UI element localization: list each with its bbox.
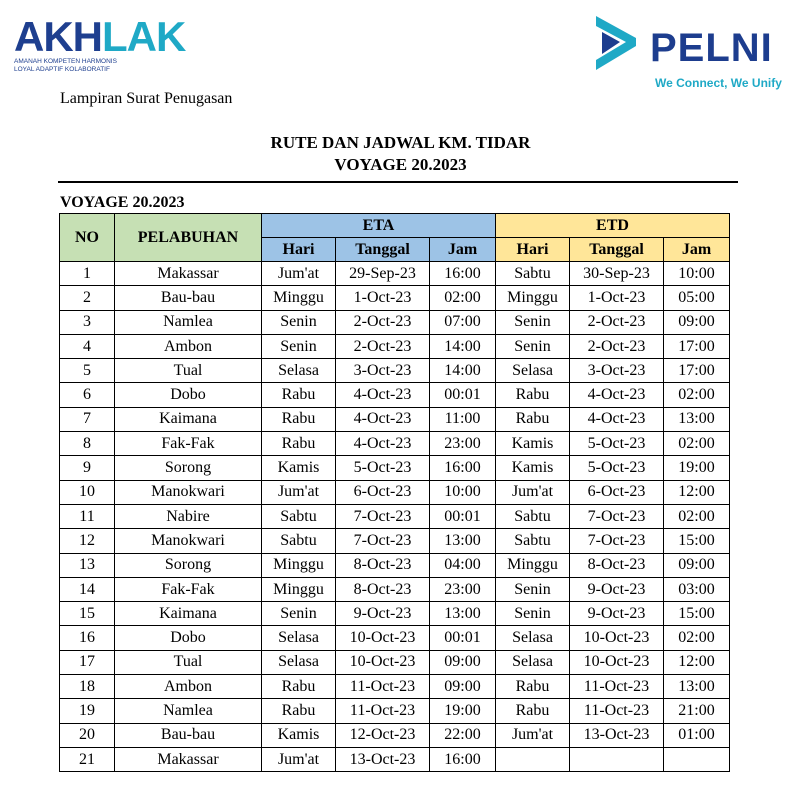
- pelni-logo: [592, 14, 792, 90]
- cell-eta-day: Kamis: [262, 723, 336, 747]
- cell-eta-time: 23:00: [430, 432, 496, 456]
- table-row: [60, 553, 730, 577]
- cell-eta-time: 10:00: [430, 480, 496, 504]
- cell-etd-date: 11-Oct-23: [570, 699, 664, 723]
- cell-port: Makassar: [115, 262, 262, 286]
- cell-no: 3: [60, 310, 115, 334]
- cell-etd-time: 12:00: [664, 650, 730, 674]
- table-row: [60, 432, 730, 456]
- cell-etd-date: 4-Oct-23: [570, 383, 664, 407]
- cell-eta-day: Rabu: [262, 432, 336, 456]
- cell-eta-time: 09:00: [430, 675, 496, 699]
- cell-etd-day: Senin: [496, 602, 570, 626]
- cell-eta-date: 7-Oct-23: [336, 529, 430, 553]
- cell-etd-date: 11-Oct-23: [570, 675, 664, 699]
- cell-eta-day: Jum'at: [262, 480, 336, 504]
- cell-eta-day: Selasa: [262, 359, 336, 383]
- cell-eta-date: 29-Sep-23: [336, 262, 430, 286]
- cell-port: Tual: [115, 650, 262, 674]
- cell-port: Namlea: [115, 310, 262, 334]
- cell-etd-day: Selasa: [496, 626, 570, 650]
- cell-etd-day: Jum'at: [496, 723, 570, 747]
- cell-etd-day: [496, 747, 570, 771]
- header-port: PELABUHAN: [115, 214, 262, 262]
- cell-etd-day: Minggu: [496, 553, 570, 577]
- table-row: [60, 626, 730, 650]
- table-row: [60, 504, 730, 528]
- cell-eta-time: 14:00: [430, 359, 496, 383]
- table-row: [60, 456, 730, 480]
- cell-etd-date: 8-Oct-23: [570, 553, 664, 577]
- header-eta-day: Hari: [262, 238, 336, 262]
- cell-eta-date: 2-Oct-23: [336, 334, 430, 358]
- cell-eta-day: Selasa: [262, 626, 336, 650]
- cell-etd-date: 6-Oct-23: [570, 480, 664, 504]
- header-etd-day: Hari: [496, 238, 570, 262]
- cell-etd-time: 10:00: [664, 262, 730, 286]
- cell-eta-time: 19:00: [430, 699, 496, 723]
- cell-eta-day: Minggu: [262, 577, 336, 601]
- pelni-emblem-icon: [592, 14, 644, 72]
- cell-eta-time: 00:01: [430, 626, 496, 650]
- table-row: [60, 723, 730, 747]
- cell-etd-date: 10-Oct-23: [570, 626, 664, 650]
- akhlak-tagline-1: AMANAH KOMPETEN HARMONIS: [14, 58, 117, 65]
- cell-no: 18: [60, 675, 115, 699]
- cell-no: 4: [60, 334, 115, 358]
- cell-etd-time: 03:00: [664, 577, 730, 601]
- cell-eta-date: 8-Oct-23: [336, 577, 430, 601]
- cell-etd-date: 2-Oct-23: [570, 334, 664, 358]
- table-row: [60, 286, 730, 310]
- cell-etd-date: 5-Oct-23: [570, 456, 664, 480]
- cell-no: 6: [60, 383, 115, 407]
- header-etd-date: Tanggal: [570, 238, 664, 262]
- cell-eta-date: 4-Oct-23: [336, 407, 430, 431]
- cell-port: Ambon: [115, 334, 262, 358]
- cell-port: Makassar: [115, 747, 262, 771]
- cell-etd-time: 12:00: [664, 480, 730, 504]
- table-row: [60, 529, 730, 553]
- cell-eta-date: 4-Oct-23: [336, 383, 430, 407]
- cell-eta-day: Rabu: [262, 407, 336, 431]
- cell-eta-date: 9-Oct-23: [336, 602, 430, 626]
- cell-eta-time: 00:01: [430, 504, 496, 528]
- header-no: NO: [60, 214, 115, 262]
- cell-etd-time: [664, 747, 730, 771]
- cell-eta-day: Senin: [262, 602, 336, 626]
- table-row: [60, 334, 730, 358]
- cell-etd-day: Selasa: [496, 359, 570, 383]
- cell-etd-date: [570, 747, 664, 771]
- cell-etd-day: Rabu: [496, 675, 570, 699]
- cell-etd-day: Sabtu: [496, 529, 570, 553]
- cell-etd-time: 02:00: [664, 383, 730, 407]
- cell-eta-date: 12-Oct-23: [336, 723, 430, 747]
- cell-etd-day: Sabtu: [496, 504, 570, 528]
- cell-port: Manokwari: [115, 529, 262, 553]
- cell-etd-date: 9-Oct-23: [570, 602, 664, 626]
- cell-no: 14: [60, 577, 115, 601]
- cell-eta-day: Rabu: [262, 383, 336, 407]
- cell-eta-time: 23:00: [430, 577, 496, 601]
- cell-eta-day: Sabtu: [262, 529, 336, 553]
- schedule-table: [59, 213, 730, 772]
- cell-port: Nabire: [115, 504, 262, 528]
- cell-eta-date: 11-Oct-23: [336, 675, 430, 699]
- attachment-label: Lampiran Surat Penugasan: [60, 90, 233, 107]
- cell-port: Namlea: [115, 699, 262, 723]
- cell-no: 10: [60, 480, 115, 504]
- cell-no: 20: [60, 723, 115, 747]
- cell-port: Bau-bau: [115, 286, 262, 310]
- cell-eta-time: 16:00: [430, 262, 496, 286]
- cell-eta-date: 10-Oct-23: [336, 650, 430, 674]
- akhlak-logo: [14, 13, 186, 86]
- cell-port: Bau-bau: [115, 723, 262, 747]
- cell-etd-date: 4-Oct-23: [570, 407, 664, 431]
- cell-eta-time: 11:00: [430, 407, 496, 431]
- header-eta-time: Jam: [430, 238, 496, 262]
- cell-no: 11: [60, 504, 115, 528]
- table-row: [60, 577, 730, 601]
- cell-etd-day: Rabu: [496, 383, 570, 407]
- cell-eta-time: 22:00: [430, 723, 496, 747]
- cell-eta-day: Minggu: [262, 286, 336, 310]
- document-subtitle: VOYAGE 20.2023: [334, 155, 467, 174]
- table-row: [60, 747, 730, 771]
- title-divider: [58, 181, 738, 183]
- voyage-label: VOYAGE 20.2023: [60, 194, 185, 211]
- cell-eta-time: 13:00: [430, 602, 496, 626]
- cell-etd-date: 5-Oct-23: [570, 432, 664, 456]
- cell-eta-date: 5-Oct-23: [336, 456, 430, 480]
- table-row: [60, 407, 730, 431]
- cell-etd-time: 05:00: [664, 286, 730, 310]
- cell-port: Kaimana: [115, 602, 262, 626]
- cell-etd-day: Jum'at: [496, 480, 570, 504]
- cell-no: 12: [60, 529, 115, 553]
- cell-port: Manokwari: [115, 480, 262, 504]
- pelni-slogan: We Connect, We Unify: [655, 76, 782, 90]
- cell-etd-day: Senin: [496, 334, 570, 358]
- cell-eta-day: Senin: [262, 334, 336, 358]
- cell-eta-time: 00:01: [430, 383, 496, 407]
- cell-no: 13: [60, 553, 115, 577]
- cell-etd-time: 15:00: [664, 529, 730, 553]
- table-row: [60, 699, 730, 723]
- table-row: [60, 675, 730, 699]
- cell-no: 8: [60, 432, 115, 456]
- cell-etd-time: 13:00: [664, 675, 730, 699]
- cell-eta-date: 11-Oct-23: [336, 699, 430, 723]
- cell-port: Fak-Fak: [115, 432, 262, 456]
- cell-etd-day: Rabu: [496, 699, 570, 723]
- cell-port: Tual: [115, 359, 262, 383]
- header-eta-date: Tanggal: [336, 238, 430, 262]
- cell-eta-time: 09:00: [430, 650, 496, 674]
- cell-etd-day: Sabtu: [496, 262, 570, 286]
- table-row: [60, 480, 730, 504]
- akhlak-tagline-2: LOYAL ADAPTIF KOLABORATIF: [14, 66, 110, 73]
- header-etd-time: Jam: [664, 238, 730, 262]
- cell-no: 17: [60, 650, 115, 674]
- cell-eta-date: 6-Oct-23: [336, 480, 430, 504]
- cell-etd-time: 02:00: [664, 504, 730, 528]
- cell-port: Fak-Fak: [115, 577, 262, 601]
- cell-port: Sorong: [115, 456, 262, 480]
- cell-eta-date: 13-Oct-23: [336, 747, 430, 771]
- cell-no: 1: [60, 262, 115, 286]
- cell-no: 21: [60, 747, 115, 771]
- akhlak-logo-word: AKHLAK: [14, 13, 186, 60]
- cell-eta-time: 16:00: [430, 456, 496, 480]
- table-row: [60, 262, 730, 286]
- cell-no: 16: [60, 626, 115, 650]
- cell-etd-time: 02:00: [664, 432, 730, 456]
- cell-eta-day: Senin: [262, 310, 336, 334]
- cell-etd-date: 30-Sep-23: [570, 262, 664, 286]
- cell-port: Dobo: [115, 383, 262, 407]
- pelni-logo-word: PELNI: [650, 26, 773, 70]
- cell-eta-date: 1-Oct-23: [336, 286, 430, 310]
- cell-no: 7: [60, 407, 115, 431]
- cell-no: 19: [60, 699, 115, 723]
- cell-no: 2: [60, 286, 115, 310]
- cell-eta-date: 8-Oct-23: [336, 553, 430, 577]
- cell-etd-time: 09:00: [664, 553, 730, 577]
- cell-etd-date: 1-Oct-23: [570, 286, 664, 310]
- table-row: [60, 359, 730, 383]
- cell-etd-time: 01:00: [664, 723, 730, 747]
- cell-eta-date: 3-Oct-23: [336, 359, 430, 383]
- document-title: RUTE DAN JADWAL KM. TIDAR: [270, 133, 531, 152]
- cell-etd-time: 21:00: [664, 699, 730, 723]
- cell-etd-date: 7-Oct-23: [570, 529, 664, 553]
- table-row: [60, 383, 730, 407]
- cell-etd-time: 02:00: [664, 626, 730, 650]
- cell-etd-day: Senin: [496, 577, 570, 601]
- cell-eta-time: 13:00: [430, 529, 496, 553]
- cell-eta-date: 2-Oct-23: [336, 310, 430, 334]
- cell-etd-time: 15:00: [664, 602, 730, 626]
- cell-eta-day: Rabu: [262, 699, 336, 723]
- table-row: [60, 310, 730, 334]
- cell-etd-time: 17:00: [664, 334, 730, 358]
- cell-etd-time: 13:00: [664, 407, 730, 431]
- cell-etd-day: Kamis: [496, 432, 570, 456]
- cell-eta-time: 02:00: [430, 286, 496, 310]
- cell-etd-time: 09:00: [664, 310, 730, 334]
- cell-etd-date: 2-Oct-23: [570, 310, 664, 334]
- cell-etd-date: 13-Oct-23: [570, 723, 664, 747]
- cell-port: Ambon: [115, 675, 262, 699]
- cell-etd-time: 17:00: [664, 359, 730, 383]
- cell-eta-date: 4-Oct-23: [336, 432, 430, 456]
- cell-eta-date: 7-Oct-23: [336, 504, 430, 528]
- header-eta: ETA: [262, 214, 496, 238]
- cell-eta-day: Minggu: [262, 553, 336, 577]
- cell-no: 15: [60, 602, 115, 626]
- cell-eta-time: 16:00: [430, 747, 496, 771]
- cell-eta-day: Rabu: [262, 675, 336, 699]
- cell-etd-day: Selasa: [496, 650, 570, 674]
- cell-eta-day: Selasa: [262, 650, 336, 674]
- cell-eta-day: Kamis: [262, 456, 336, 480]
- cell-etd-day: Minggu: [496, 286, 570, 310]
- cell-etd-date: 7-Oct-23: [570, 504, 664, 528]
- header-etd: ETD: [496, 214, 730, 238]
- table-row: [60, 650, 730, 674]
- cell-port: Dobo: [115, 626, 262, 650]
- cell-no: 5: [60, 359, 115, 383]
- cell-etd-date: 9-Oct-23: [570, 577, 664, 601]
- cell-port: Kaimana: [115, 407, 262, 431]
- cell-etd-day: Kamis: [496, 456, 570, 480]
- cell-eta-time: 07:00: [430, 310, 496, 334]
- cell-eta-day: Sabtu: [262, 504, 336, 528]
- cell-etd-day: Senin: [496, 310, 570, 334]
- cell-etd-date: 3-Oct-23: [570, 359, 664, 383]
- cell-eta-time: 04:00: [430, 553, 496, 577]
- table-row: [60, 602, 730, 626]
- cell-etd-date: 10-Oct-23: [570, 650, 664, 674]
- cell-eta-day: Jum'at: [262, 747, 336, 771]
- cell-eta-time: 14:00: [430, 334, 496, 358]
- cell-no: 9: [60, 456, 115, 480]
- cell-etd-day: Rabu: [496, 407, 570, 431]
- cell-port: Sorong: [115, 553, 262, 577]
- cell-etd-time: 19:00: [664, 456, 730, 480]
- cell-eta-day: Jum'at: [262, 262, 336, 286]
- cell-eta-date: 10-Oct-23: [336, 626, 430, 650]
